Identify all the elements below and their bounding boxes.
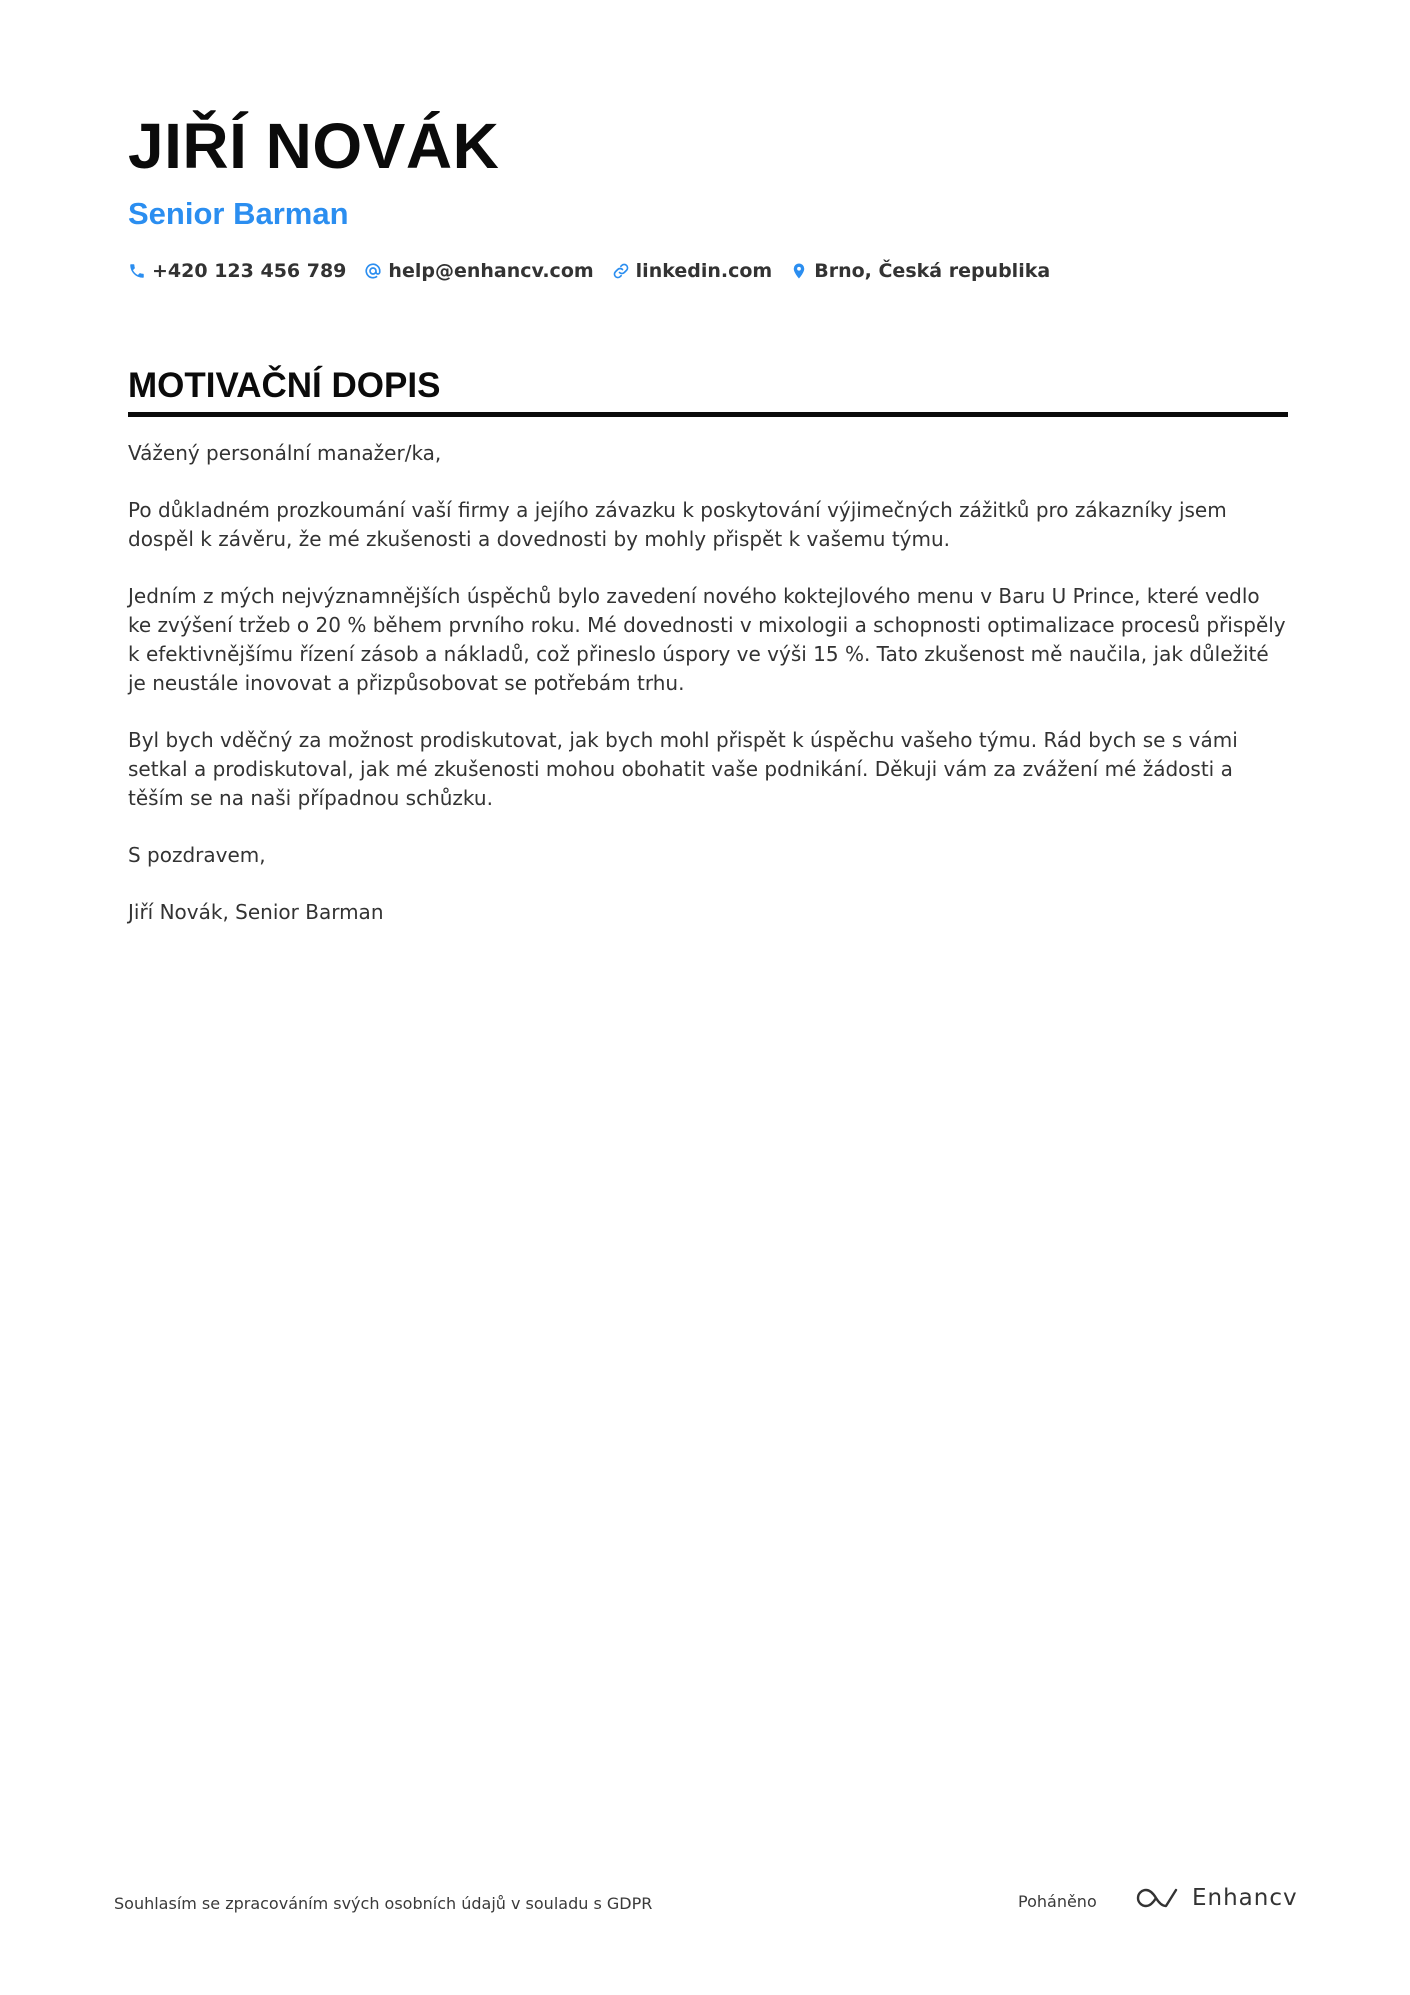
letter-paragraph: Jedním z mých nejvýznamnějších úspěchů bylo zavedení nového koktejlového menu v Baru U Prince, které vedlo ke zvýšení tržeb o 20 % během prvního roku. Mé dovednosti v mixologii a schopnosti optimalizace procesů přispěly k efektivnějšímu řízení zásob a nákladů, což přineslo úspory ve výši 15 %. Tato zkušenost mě naučila, jak důležité je neustále inovovat a přizpůsobovat se potřebám trhu. — [128, 584, 1286, 695]
footer — [114, 1884, 1298, 1924]
location-text: Brno, Česká republika — [814, 260, 1051, 282]
contact-email[interactable] — [364, 260, 593, 282]
candidate-role: Senior Barman — [128, 196, 349, 231]
enhancv-logo-icon — [1136, 1884, 1184, 1912]
location-pin-icon — [790, 262, 808, 280]
cover-letter-section — [128, 364, 1288, 955]
powered-by-label: Poháněno — [1018, 1892, 1097, 1911]
phone-text: +420 123 456 789 — [152, 260, 347, 282]
letter-body — [128, 439, 1288, 927]
letter-greeting: Vážený personální manažer/ka, — [128, 441, 442, 465]
letter-signature: Jiří Novák, Senior Barman — [128, 900, 384, 924]
section-title: MOTIVAČNÍ DOPIS — [128, 364, 1288, 417]
contact-location — [790, 260, 1050, 282]
brand-logo[interactable] — [1136, 1884, 1298, 1912]
brand-name: Enhancv — [1192, 1885, 1298, 1911]
letter-paragraph: Byl bych vděčný za možnost prodiskutovat, jak bych mohl přispět k úspěchu vašeho týmu. Rád bych se s vámi setkal a prodiskutoval, jak mé zkušenosti mohou obohatit vaše podnikání. Děkuji vám za zvážení mé žádosti a těším se na naši případnou schůzku. — [128, 728, 1238, 810]
contact-phone — [128, 260, 346, 282]
gdpr-consent-text: Souhlasím se zpracováním svých osobních údajů v souladu s GDPR — [114, 1894, 653, 1913]
letter-closing: S pozdravem, — [128, 843, 266, 867]
link-icon — [612, 262, 630, 280]
contact-linkedin[interactable] — [612, 260, 773, 282]
header — [128, 108, 1288, 282]
phone-icon — [128, 262, 146, 280]
email-text[interactable]: help@enhancv.com — [388, 260, 594, 282]
contact-list — [128, 260, 1288, 282]
at-icon — [364, 262, 382, 280]
candidate-name: JIŘÍ NOVÁK — [128, 110, 500, 182]
linkedin-text[interactable]: linkedin.com — [635, 260, 773, 282]
letter-paragraph: Po důkladném prozkoumání vaší firmy a jejího závazku k poskytování výjimečných zážitků pro zákazníky jsem dospěl k závěru, že mé zkušenosti a dovednosti by mohly přispět k vašemu týmu. — [128, 498, 1227, 551]
